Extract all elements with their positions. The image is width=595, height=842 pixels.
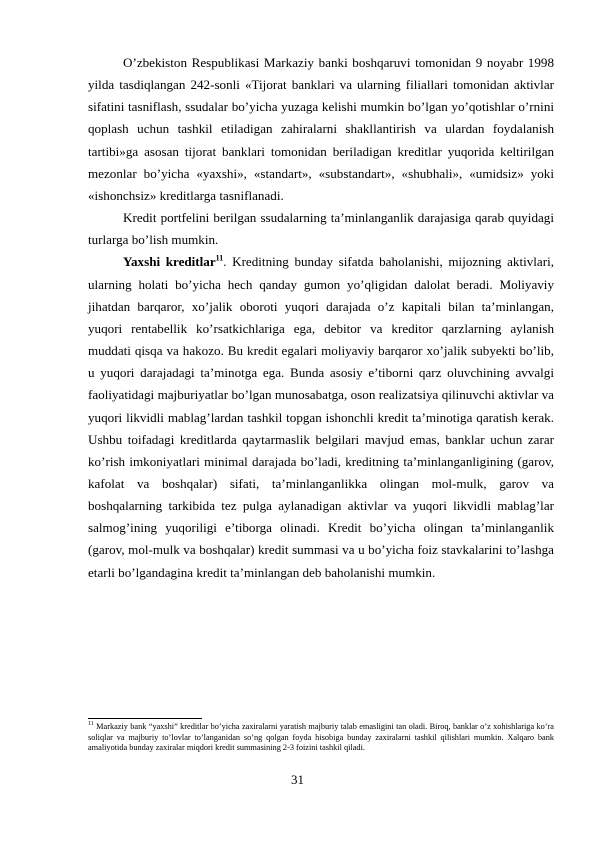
footnote-ref[interactable]: 11	[215, 254, 224, 264]
paragraph-portfolio: Kredit portfelini berilgan ssudalarning ta’minlanganlik darajasiga qarab quyidagi turlarga bo’lish mumkin.	[88, 210, 554, 248]
page-body	[88, 52, 554, 584]
footnote-divider	[88, 718, 202, 719]
footnote	[88, 722, 554, 754]
good-loans-heading: Yaxshi kreditlar	[123, 254, 216, 270]
page-number: 31	[291, 772, 304, 787]
footnote-text: Markaziy bank “yaxshi” kreditlar bo’yicha zaxiralarni yaratish majburiy talab emasligini tan oladi. Biroq, banklar o’z xohishlariga ko’ra soliqlar va majburiy to’lovlar to’langanidan so’ng qolgan foyda hisobiga bunday zaxiralarni tashkil qilishlari mumkin. Xalqaro bank amaliyotida bunday zaxiralar miqdori kredit summasining 2-3 foizini tashkil qiladi.	[88, 722, 554, 752]
paragraph-intro: O’zbekiston Respublikasi Markaziy banki boshqaruvi tomonidan 9 noyabr 1998 yilda tasdiqlangan 242-sonli «Tijorat banklari va ularning filiallari tomonidan aktivlar sifatini tasniflash, ssudalar bo’yicha yuzaga kelishi mumkin bo’lgan yo’qotishlar o’rnini qoplash uchun tashkil etiladigan zahiralarni shakllantirish va ulardan foydalanish tartibi»ga asosan tijorat banklari tomonidan beriladigan kreditlar yuqorida keltirilgan mezonlar bo’yicha «yaxshi», «standart», «substandart», «shubhali», «umidsiz» yoki «ishonchsiz» kreditlarga tasniflanadi.	[88, 55, 554, 203]
paragraph-good-loans	[88, 251, 554, 583]
good-loans-body: . Kreditning bunday sifatda baholanishi, mijozning aktivlari, ularning holati bo’yicha hech qanday gumon yo’qligidan dalolat beradi. Moliyaviy jihatdan barqaror, xo’jalik oboroti yuqori darajada o’z kapitali bilan ta’minlangan, yuqori rentabellik ko’rsatkichlariga ega, debitor va kreditor qarzlarning aylanish muddati qisqa va hakozo. Bu kredit egalari moliyaviy barqaror xo’jalik subyekti bo’lib, u yuqori darajadagi ta’minotga ega. Bunda asosiy e’tiborni qarz oluvchining avvalgi faoliyatidagi majburiyatlar bo’lgan munosabatga, oson realizatsiya qilinuvchi aktivlar va yuqori likvidli mablag’lardan tashkil topgan ishonchli kredit ta’minotiga qaratish kerak. Ushbu toifadagi kreditlarda qaytarmaslik belgilari mavjud emas, banklar uchun zarar ko’rish imkoniyatlari minimal darajada bo’ladi, kreditning ta’minlanganligining (garov, kafolat va boshqalar) sifati, ta’minlanganlikka olingan mol-mulk, garov va boshqalarning tarkibida tez pulga aylanadigan aktivlar va yuqori likvidli mablag’lar salmog’ining yuqoriligi e’tiborga olinadi. Kredit bo’yicha olingan ta’minlanganlik (garov, mol-mulk va boshqalar) kredit summasi va u bo’yicha foiz stavkalarini to’lashga etarli bo’lgandagina kredit ta’minlangan deb baholanishi mumkin.	[88, 254, 554, 580]
footnote-marker: 11	[88, 721, 94, 728]
